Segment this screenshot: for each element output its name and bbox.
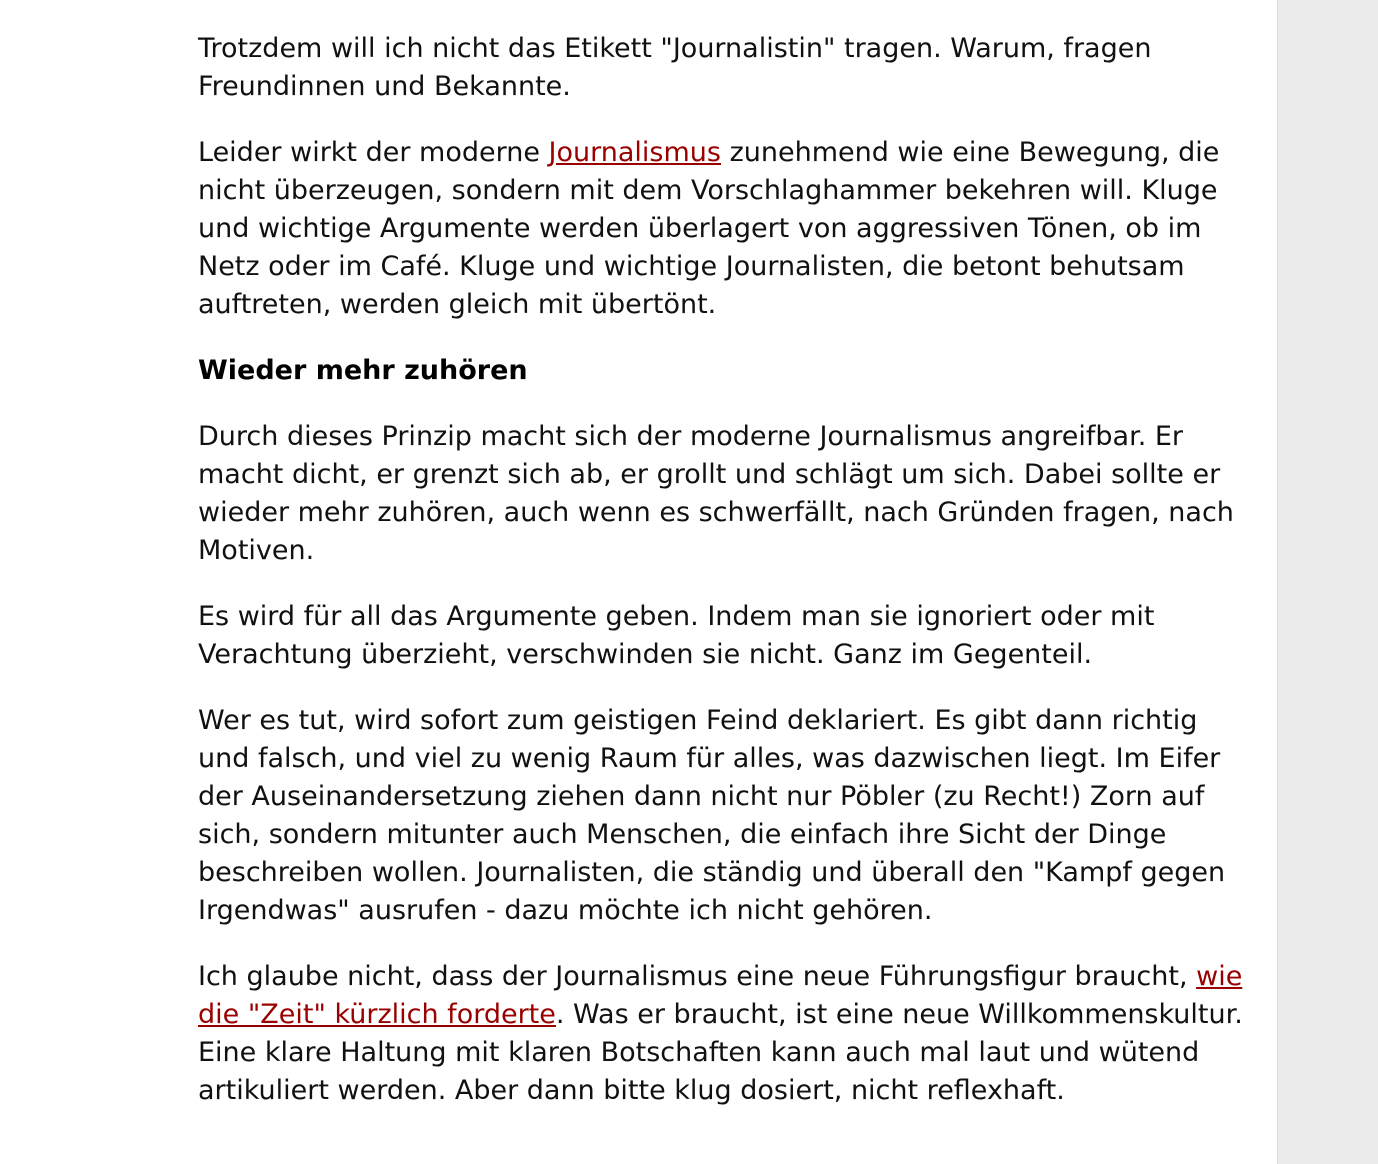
paragraph-6-text-end: . Was er braucht, ist eine neue Willkommenskultur. Eine klare Haltung mit klaren Botschaften kann auch mal laut und wütend artikuliert werden. Aber dann bitte klug dosiert, nicht reflexhaft.: [198, 999, 1243, 1106]
paragraph-2-text-start: Leider wirkt der moderne: [198, 137, 549, 168]
paragraph-6-text-start: Ich glaube nicht, dass der Journalismus eine neue Führungsfigur braucht,: [198, 961, 1197, 992]
paragraph-5: Wer es tut, wird sofort zum geistigen Feind deklariert. Es gibt dann richtig und falsch, und viel zu wenig Raum für alles, was dazwischen liegt. Im Eifer der Auseinandersetzung ziehen dann nicht nur Pöbler (zu Recht!) Zorn auf sich, sondern mitunter auch Menschen, die einfach ihre Sicht der Dinge beschreiben wollen. Journalisten, die ständig und überall den "Kampf gegen Irgendwas" ausrufen - dazu möchte ich nicht gehören.: [198, 705, 1226, 926]
journalismus-link[interactable]: Journalismus: [548, 137, 721, 168]
zeit-article-link[interactable]: wie die "Zeit" kürzlich forderte: [198, 961, 1243, 1030]
paragraph-6: [198, 958, 1248, 1110]
paragraph-2: [198, 134, 1248, 324]
paragraph-3: Durch dieses Prinzip macht sich der moderne Journalismus angreifbar. Er macht dicht, er grenzt sich ab, er grollt und schlägt um sich. Dabei sollte er wieder mehr zuhören, auch wenn es schwerfällt, nach Gründen fragen, nach Motiven.: [198, 421, 1234, 566]
paragraph-1: Trotzdem will ich nicht das Etikett "Journalistin" tragen. Warum, fragen Freundinnen und Bekannte.: [198, 33, 1152, 102]
paragraph-2-text-end: zunehmend wie eine Bewegung, die nicht überzeugen, sondern mit dem Vorschlaghammer bekehren will. Kluge und wichtige Argumente werden überlagert von aggressiven Tönen, ob im Netz oder im Café. Kluge und wichtige Journalisten, die betont behutsam auftreten, werden gleich mit übertönt.: [198, 137, 1220, 320]
page-side-gutter: [1278, 0, 1378, 1164]
paragraph-4: Es wird für all das Argumente geben. Indem man sie ignoriert oder mit Verachtung überzieht, verschwinden sie nicht. Ganz im Gegenteil.: [198, 601, 1155, 670]
section-heading: Wieder mehr zuhören: [198, 355, 528, 386]
article-body: [198, 30, 1248, 1138]
